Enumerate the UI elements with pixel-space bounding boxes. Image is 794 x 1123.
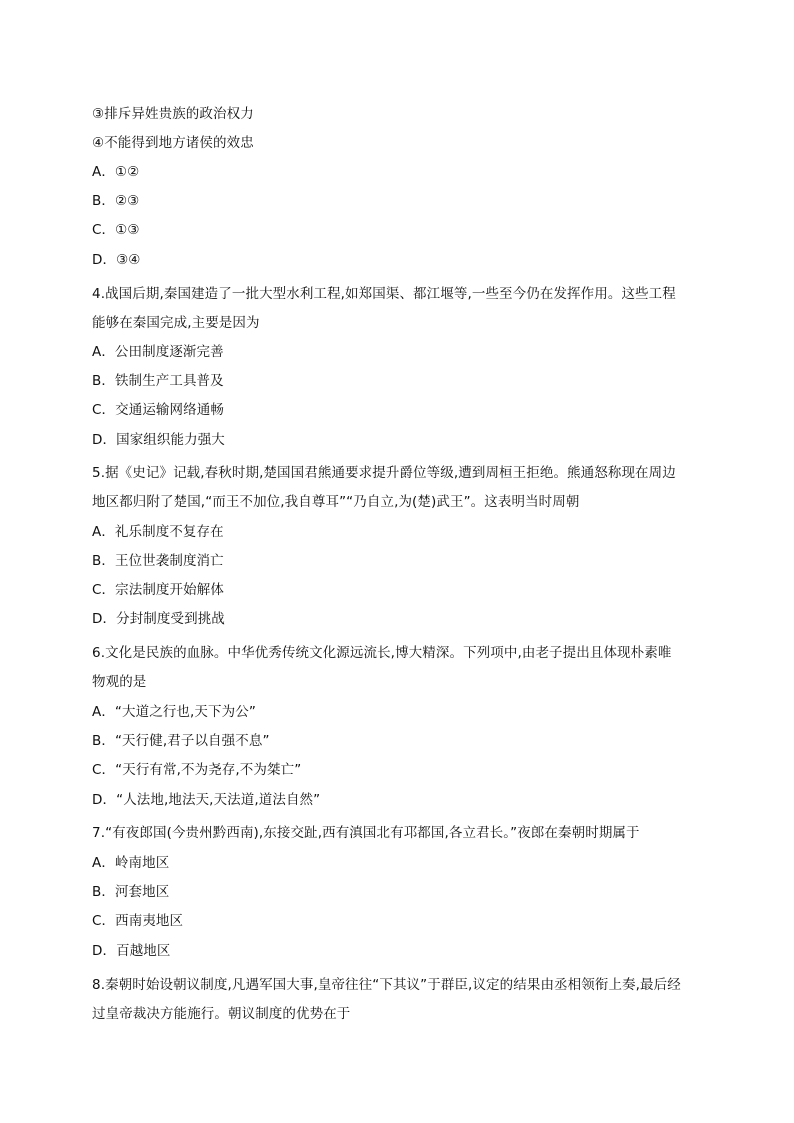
q7-choice-c: C．西南夷地区: [92, 913, 184, 929]
q4-choice-d: D．国家组织能力强大: [92, 432, 225, 448]
question-8-text-cont: 过皇帝裁决方能施行。朝议制度的优势在于: [92, 1006, 351, 1022]
q5-choice-c: C．宗法制度开始解体: [92, 582, 224, 598]
option-4: ④不能得到地方诸侯的效忠: [92, 135, 254, 151]
choice-b: B．②③: [92, 193, 140, 209]
q6-choice-c: C．“天行有常,不为尧存,不为桀亡”: [92, 762, 302, 778]
q4-choice-b: B．铁制生产工具普及: [92, 373, 224, 389]
question-4-text: 4.战国后期,秦国建造了一批大型水利工程,如郑国渠、都江堰等,一些至今仍在发挥作用。这些工程: [92, 286, 676, 302]
q4-choice-a: A．公田制度逐渐完善: [92, 344, 224, 360]
question-6-text: 6.文化是民族的血脉。中华优秀传统文化源远流长,博大精深。下列项中,由老子提出且体现朴素唯: [92, 645, 672, 661]
q6-choice-b: B．“天行健,君子以自强不息”: [92, 733, 270, 749]
question-8-text: 8.秦朝时始设朝议制度,凡遇军国大事,皇帝往往“下其议”于群臣,议定的结果由丞相领衔上奏,最后经: [92, 977, 681, 993]
choice-a: A．①②: [92, 164, 140, 180]
q5-choice-b: B．王位世袭制度消亡: [92, 553, 224, 569]
question-5-text-cont: 地区都归附了楚国,“而王不加位,我自尊耳”“乃自立,为(楚)武王”。这表明当时周朝: [92, 494, 580, 510]
q6-choice-d: D．“人法地,地法天,天法道,道法自然”: [92, 792, 321, 808]
q5-choice-d: D．分封制度受到挑战: [92, 611, 225, 627]
choice-c: C．①③: [92, 222, 140, 238]
question-5-text: 5.据《史记》记载,春秋时期,楚国国君熊通要求提升爵位等级,遭到周桓王拒绝。熊通怒称现在周边: [92, 465, 676, 481]
q4-choice-c: C．交通运输网络通畅: [92, 402, 224, 418]
q5-choice-a: A．礼乐制度不复存在: [92, 524, 224, 540]
question-6-text-cont: 物观的是: [92, 674, 147, 690]
q7-choice-b: B．河套地区: [92, 884, 170, 900]
q7-choice-d: D．百越地区: [92, 943, 171, 959]
option-3: ③排斥异姓贵族的政治权力: [92, 106, 254, 122]
q6-choice-a: A．“大道之行也,天下为公”: [92, 704, 256, 720]
q7-choice-a: A．岭南地区: [92, 855, 170, 871]
choice-d: D．③④: [92, 252, 141, 268]
question-4-text-cont: 能够在秦国完成,主要是因为: [92, 315, 260, 331]
question-7-text: 7.“有夜郎国(今贵州黔西南),东接交趾,西有滇国北有邛都国,各立君长。”夜郎在秦朝时期属于: [92, 825, 640, 841]
